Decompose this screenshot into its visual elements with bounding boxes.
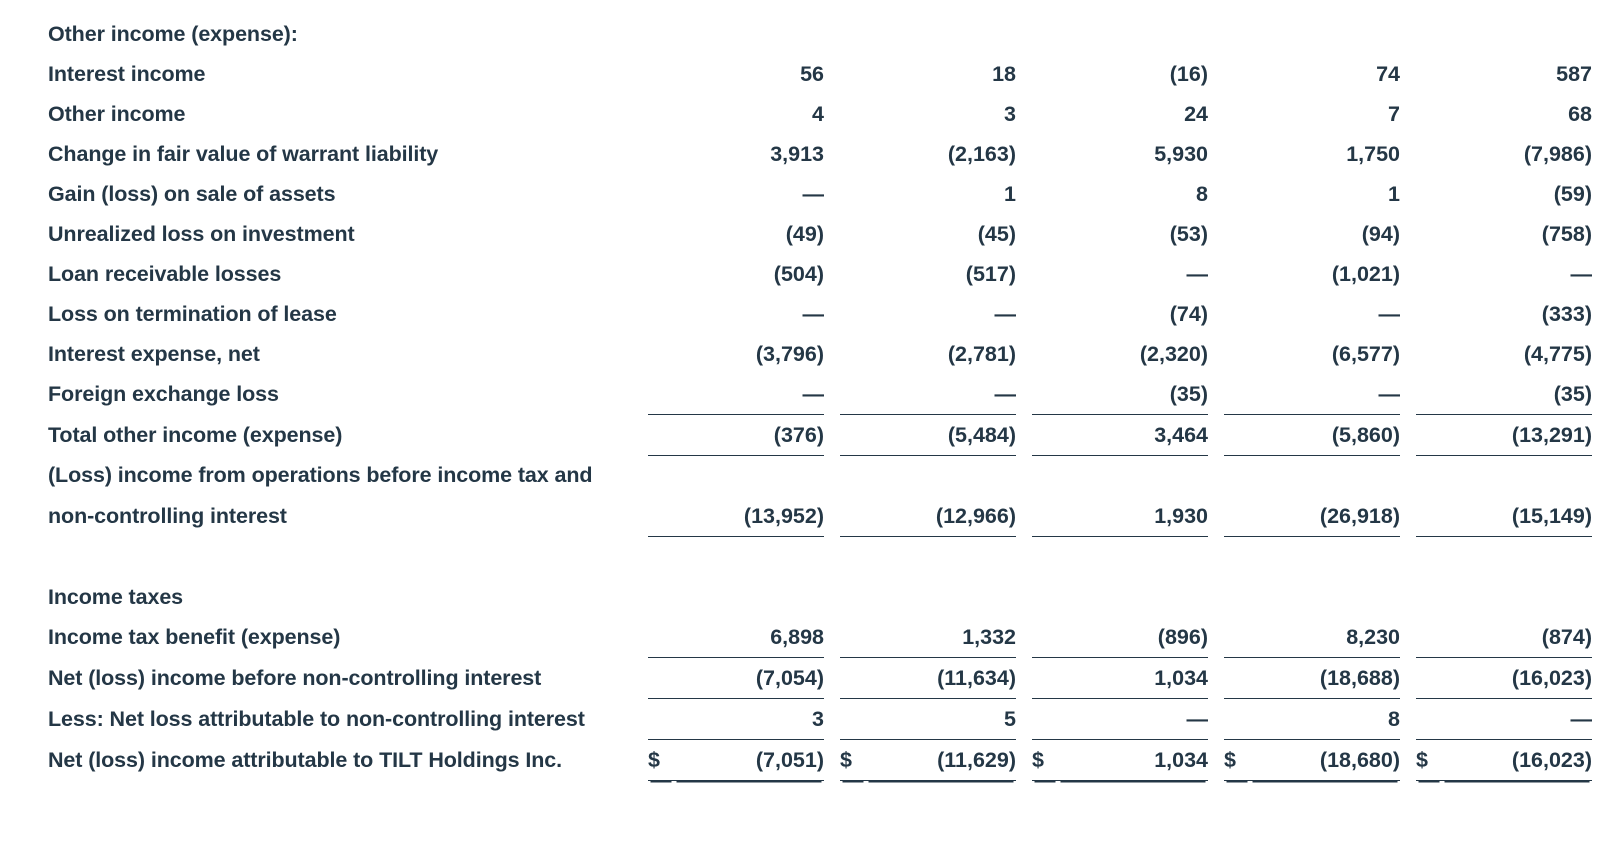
row-value: 8 (1196, 181, 1208, 206)
row-value: (94) (1361, 221, 1400, 246)
table-row (48, 54, 1592, 94)
row-value: (35) (1058, 374, 1208, 415)
row-value: 8 (1250, 699, 1400, 740)
row-value: 18 (992, 61, 1016, 86)
subtotal-label-line1: (Loss) income from operations before income tax and (48, 463, 593, 488)
row-value: (517) (965, 261, 1016, 286)
row-value: 5,930 (1154, 141, 1208, 166)
table-row (48, 617, 1592, 658)
row-value: (53) (1169, 221, 1208, 246)
row-value: 3,913 (770, 141, 824, 166)
section-heading: Other income (expense): (48, 21, 298, 46)
row-value: 1 (1004, 181, 1016, 206)
row-value: 3 (1004, 101, 1016, 126)
row-value: (18,688) (1250, 658, 1400, 699)
row-value: — (1186, 261, 1208, 286)
currency-symbol: $ (1032, 740, 1058, 781)
row-value: 1,930 (1058, 496, 1208, 537)
row-value: 3,464 (1058, 415, 1208, 456)
row-value: 4 (812, 101, 824, 126)
row-value: 5 (866, 699, 1016, 740)
currency-symbol: $ (840, 740, 866, 781)
row-value: (11,629) (866, 740, 1016, 781)
row-label: Loan receivable losses (48, 261, 282, 286)
table-row (48, 699, 1592, 740)
row-value: (333) (1541, 301, 1592, 326)
row-label: Total other income (expense) (48, 422, 343, 447)
table-row (48, 374, 1592, 415)
table-row (48, 94, 1592, 134)
section-heading-income-taxes: Income taxes (48, 584, 184, 609)
row-value: (376) (674, 415, 824, 456)
row-value: (59) (1553, 181, 1592, 206)
row-value: (7,986) (1523, 141, 1592, 166)
row-value: (2,163) (947, 141, 1016, 166)
row-value: — (1378, 301, 1400, 326)
row-value: (35) (1442, 374, 1592, 415)
row-value: 7 (1388, 101, 1400, 126)
row-value: — (866, 374, 1016, 415)
row-value: — (1058, 699, 1208, 740)
row-value: 1,034 (1058, 740, 1208, 781)
row-value: (2,320) (1139, 341, 1208, 366)
financial-table (48, 14, 1592, 781)
row-value: (1,021) (1331, 261, 1400, 286)
row-value: (12,966) (866, 496, 1016, 537)
row-label: Unrealized loss on investment (48, 221, 355, 246)
row-value: (15,149) (1442, 496, 1592, 537)
subtotal-label-line2: non-controlling interest (48, 503, 287, 528)
row-value: (13,291) (1442, 415, 1592, 456)
row-value: (758) (1541, 221, 1592, 246)
row-label: Gain (loss) on sale of assets (48, 181, 336, 206)
row-value: (26,918) (1250, 496, 1400, 537)
row-value: (7,051) (674, 740, 824, 781)
row-label: Net (loss) income before non-controlling interest (48, 665, 542, 690)
row-value: (74) (1169, 301, 1208, 326)
row-label: Interest expense, net (48, 341, 260, 366)
row-value: 74 (1376, 61, 1400, 86)
row-value: (3,796) (755, 341, 824, 366)
row-value: 1,332 (866, 617, 1016, 658)
row-value: — (994, 301, 1016, 326)
row-label: Other income (48, 101, 186, 126)
row-value: 56 (800, 61, 824, 86)
table-row (48, 658, 1592, 699)
table-row (48, 214, 1592, 254)
row-value: — (802, 181, 824, 206)
row-value: 1,034 (1058, 658, 1208, 699)
row-value: — (802, 301, 824, 326)
table-row (48, 334, 1592, 374)
table-row (48, 254, 1592, 294)
row-value: (11,634) (866, 658, 1016, 699)
row-value: 587 (1556, 61, 1592, 86)
row-value: (4,775) (1523, 341, 1592, 366)
table-row-total (48, 415, 1592, 456)
row-value: 1 (1388, 181, 1400, 206)
row-value: (896) (1058, 617, 1208, 658)
row-label: Interest income (48, 61, 206, 86)
row-value: (6,577) (1331, 341, 1400, 366)
row-value: (5,484) (866, 415, 1016, 456)
row-value: (5,860) (1250, 415, 1400, 456)
row-label: Income tax benefit (expense) (48, 624, 341, 649)
row-label: Change in fair value of warrant liability (48, 141, 439, 166)
row-value: (874) (1442, 617, 1592, 658)
row-value: 8,230 (1250, 617, 1400, 658)
table-row (48, 14, 1592, 54)
row-value: (45) (977, 221, 1016, 246)
row-value: (16) (1169, 61, 1208, 86)
row-value: (504) (773, 261, 824, 286)
row-value: — (674, 374, 824, 415)
row-value: (49) (785, 221, 824, 246)
currency-symbol: $ (1224, 740, 1250, 781)
currency-symbol: $ (1416, 740, 1442, 781)
row-value: — (1250, 374, 1400, 415)
table-row (48, 134, 1592, 174)
row-label: Foreign exchange loss (48, 381, 279, 406)
row-value: (18,680) (1250, 740, 1400, 781)
row-value: 24 (1184, 101, 1208, 126)
row-value: (7,054) (674, 658, 824, 699)
row-label: Net (loss) income attributable to TILT Holdings Inc. (48, 747, 563, 772)
spacer-row (48, 537, 1592, 578)
row-value: 1,750 (1346, 141, 1400, 166)
row-label: Loss on termination of lease (48, 301, 337, 326)
row-value: — (1570, 261, 1592, 286)
row-value: (13,952) (674, 496, 824, 537)
currency-symbol: $ (648, 740, 674, 781)
table-row (48, 577, 1592, 617)
row-value: 6,898 (674, 617, 824, 658)
row-value: (2,781) (947, 341, 1016, 366)
table-row (48, 294, 1592, 334)
table-row (48, 456, 1592, 497)
row-value: (16,023) (1442, 658, 1592, 699)
row-value: 68 (1568, 101, 1592, 126)
row-value: (16,023) (1442, 740, 1592, 781)
table-row-grandtotal (48, 740, 1592, 781)
row-label: Less: Net loss attributable to non-controlling interest (48, 706, 585, 731)
table-row-subtotal (48, 496, 1592, 537)
row-value: 3 (674, 699, 824, 740)
table-row (48, 174, 1592, 214)
row-value: — (1442, 699, 1592, 740)
